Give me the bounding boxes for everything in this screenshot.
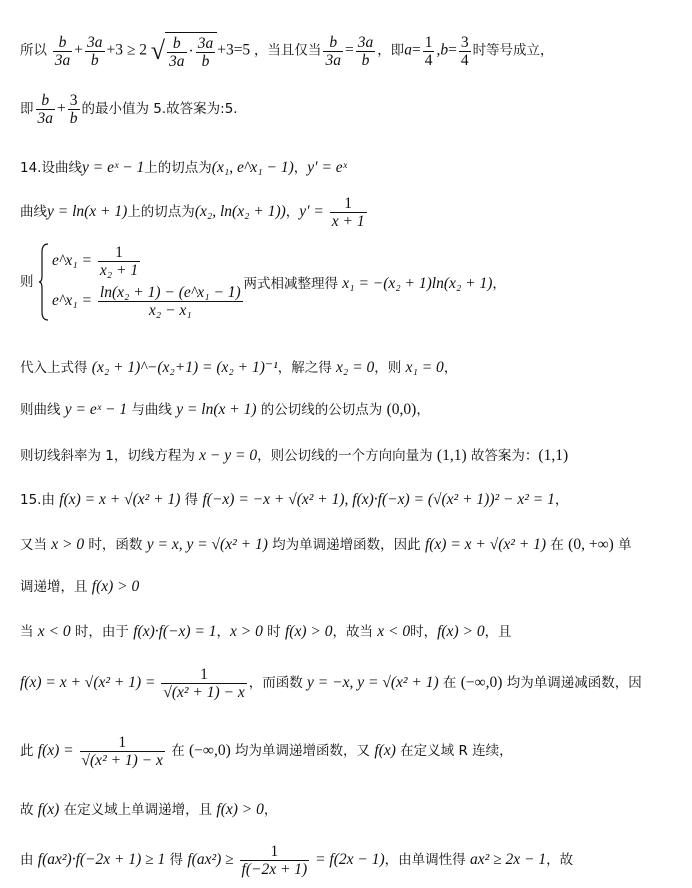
fraction: $\frac{3a}{b}$: [87, 33, 103, 69]
fraction: $\frac{1}{f(-2x + 1)}$: [241, 843, 308, 878]
left-brace: [38, 242, 50, 322]
fraction: $\frac{1}{\text{√(x² + 1) − x}}$: [81, 734, 163, 769]
system-row-2: e^x₁ = $\frac{\text{ln(x₂ + 1) − (e\textasciicircum{}x₁ − 1)}}{\text{x₂ − x₁}}$: [52, 284, 241, 319]
fraction: $\frac{b}{3a}$: [169, 35, 185, 70]
line-increasing: 调递增，且 f(x) > 0: [20, 578, 140, 595]
line-direction-vector: 则切线斜率为 1，切线方程为 x − y = 0，则公切线的一个方向向量为 (1,1) 故答案为：(1,1): [20, 447, 569, 464]
solution-page: 所以 $\frac{b}{3a}$ + $\frac{3a}{b}$ +3 ≥ 2 √ $\frac{b}{3a}$ · $\frac{3a}{b}$ +3=5 ，当且仅当 $\frac{b}{3a}$ = $\frac{3a}{b}$ ，即a= $\frac{1}{4}$ ,b= $\frac{3}{4}$ 时等号成立， 即 $\frac{b}{3a}$ + $\frac{3}{b}$ 的最小值为 5.故答案为:5. 14.设曲线y = eˣ − 1上的切点为(x₁, e^x₁ − 1)，y′ = eˣ 曲线y = ln(x + 1)上的切点为(x₂, ln(x₂ + 1))，y′ = $\frac{1}{x + 1}$ 则 e^x₁ = $\frac{1}{\text{x₂ + 1}}$ e^x₁ = $\frac{\text{ln(x₂ + 1) − (e\textasciicircum{}x₁ − 1)}}{\text{x₂ − x₁}}$ ，两式相减整理得 x₁ = −(x₂ + 1)ln(x₂ + 1)， 代入上式得 (x₂ + 1)^−(x₂+1) = (x₂ + 1)⁻¹，解之得 x₂ = 0，则 x₁ = 0， 则曲线 y = eˣ − 1 与曲线 y = ln(x + 1) 的公切线的公切点为 (0,0)， 则切线斜率为 1，切线方程为 x − y = 0，则公切线的一个方向向量为 (1,1) 故答案为：(1,1) 15.由 f(x) = x + √(x² + 1) 得 f(−x) = −x + √(x² + 1), f(x)·f(−x) = (√(x² + 1))² − x² = 1， 又当 x > 0 时，函数 y = x, y = √(x² + 1) 均为单调递增函数，因此 f(x) = x + √(x² + 1) 在 (0, +∞) 单 调递增，且 f(x) > 0 当 x < 0 时，由于 f(x)·f(−x) = 1，x > 0 时 f(x) > 0，故当 x < 0时，f(x) > 0，且 f(x) = x + √(x² + 1) = $\frac{1}{\text{√(x² + 1) − x}}$ ，而函数 y = −x, y = √(x² + 1) 在 (−∞,0) 均为单调递减函数，因 此 f(x) = $\frac{1}{\text{√(x² + 1) − x}}$ 在 (−∞,0) 均为单调递增函数，又 f(x) 在定义域 R 连续， 故 f(x) 在定义域上单调递增，且 f(x) > 0， 由 f(ax²)·f(−2x + 1) ≥ 1 得 f(ax²) ≥ $\frac{1}{f(-2x + 1)}$ = f(2x − 1)，由单调性得 ax² ≥ 2x − 1，故: [0, 0, 692, 888]
fraction: $\frac{1}{\text{x₂ + 1}}$: [99, 244, 139, 279]
line-monotonic-positive: 又当 x > 0 时，函数 y = x, y = √(x² + 1) 均为单调递增函数，因此 f(x) = x + √(x² + 1) 在 (0, +∞) 单: [20, 536, 632, 553]
line-therefore: 故 f(x) 在定义域上单调递增，且 f(x) > 0，: [20, 801, 278, 818]
fraction: $\frac{1}{\text{√(x² + 1) − x}}$: [163, 666, 245, 701]
fraction: $\frac{b}{3a}$: [54, 33, 71, 69]
line-final: 由 f(ax²)·f(−2x + 1) ≥ 1 得 f(ax²) ≥ $\frac{1}{f(-2x + 1)}$ = f(2x − 1)，由单调性得 ax² ≥ 2x − 1，故: [20, 843, 574, 878]
line-q15-start: 15.由 f(x) = x + √(x² + 1) 得 f(−x) = −x + √(x² + 1), f(x)·f(−x) = (√(x² + 1))² − x² = 1，: [20, 491, 569, 508]
line-negative-x: 当 x < 0 时，由于 f(x)·f(−x) = 1，x > 0 时 f(x) > 0，故当 x < 0时，f(x) > 0，且: [20, 623, 512, 640]
line-q14-tangent2: 曲线y = ln(x + 1)上的切点为(x₂, ln(x₂ + 1))，y′ = $\frac{1}{x + 1}$: [20, 195, 365, 230]
fraction: $\frac{3}{4}$: [460, 33, 469, 69]
system-row-1: e^x₁ = $\frac{1}{\text{x₂ + 1}}$: [52, 244, 139, 279]
line-min-value: 即 $\frac{b}{3a}$ + $\frac{3}{b}$ 的最小值为 5.故答案为:5.: [20, 92, 238, 127]
fraction: $\frac{\text{ln(x₂ + 1) − (e\textasciicircum{}x₁ − 1)}}{\text{x₂ − x₁}}$: [99, 284, 241, 319]
system-result: ，两式相减整理得 x₁ = −(x₂ + 1)ln(x₂ + 1)，: [230, 275, 506, 292]
fraction: $\frac{3a}{b}$: [197, 35, 214, 70]
line-q14-tangent1: 14.设曲线y = eˣ − 1上的切点为(x₁, e^x₁ − 1)，y′ = eˣ: [20, 159, 348, 176]
fraction: $\frac{b}{3a}$: [37, 92, 53, 127]
line-common-point: 则曲线 y = eˣ − 1 与曲线 y = ln(x + 1) 的公切线的公切点为 (0,0)，: [20, 401, 430, 418]
fraction: $\frac{3}{b}$: [69, 92, 78, 127]
fraction: $\frac{1}{4}$: [424, 33, 433, 69]
line-f-rewrite: f(x) = x + √(x² + 1) = $\frac{1}{\text{√(x² + 1) − x}}$ ，而函数 y = −x, y = √(x² + 1) 在 (−∞,0) 均为单调递减函数，因: [20, 666, 642, 701]
line-am-gm: 所以 $\frac{b}{3a}$ + $\frac{3a}{b}$ +3 ≥ 2 √ $\frac{b}{3a}$ · $\frac{3a}{b}$ +3=5 ，当且仅当 $\frac{b}{3a}$ = $\frac{3a}{b}$ ，即a= $\frac{1}{4}$ ,b= $\frac{3}{4}$ 时等号成立，: [20, 33, 554, 70]
text: 所以: [20, 42, 47, 59]
line-substitute: 代入上式得 (x₂ + 1)^−(x₂+1) = (x₂ + 1)⁻¹，解之得 x₂ = 0，则 x₁ = 0，: [20, 359, 458, 376]
line-continuous: 此 f(x) = $\frac{1}{\text{√(x² + 1) − x}}$ 在 (−∞,0) 均为单调递增函数，又 f(x) 在定义域 R 连续，: [20, 734, 513, 769]
fraction: $\frac{3a}{b}$: [357, 33, 374, 69]
fraction: $\frac{b}{3a}$: [325, 33, 341, 69]
fraction: $\frac{1}{x + 1}$: [331, 195, 365, 230]
